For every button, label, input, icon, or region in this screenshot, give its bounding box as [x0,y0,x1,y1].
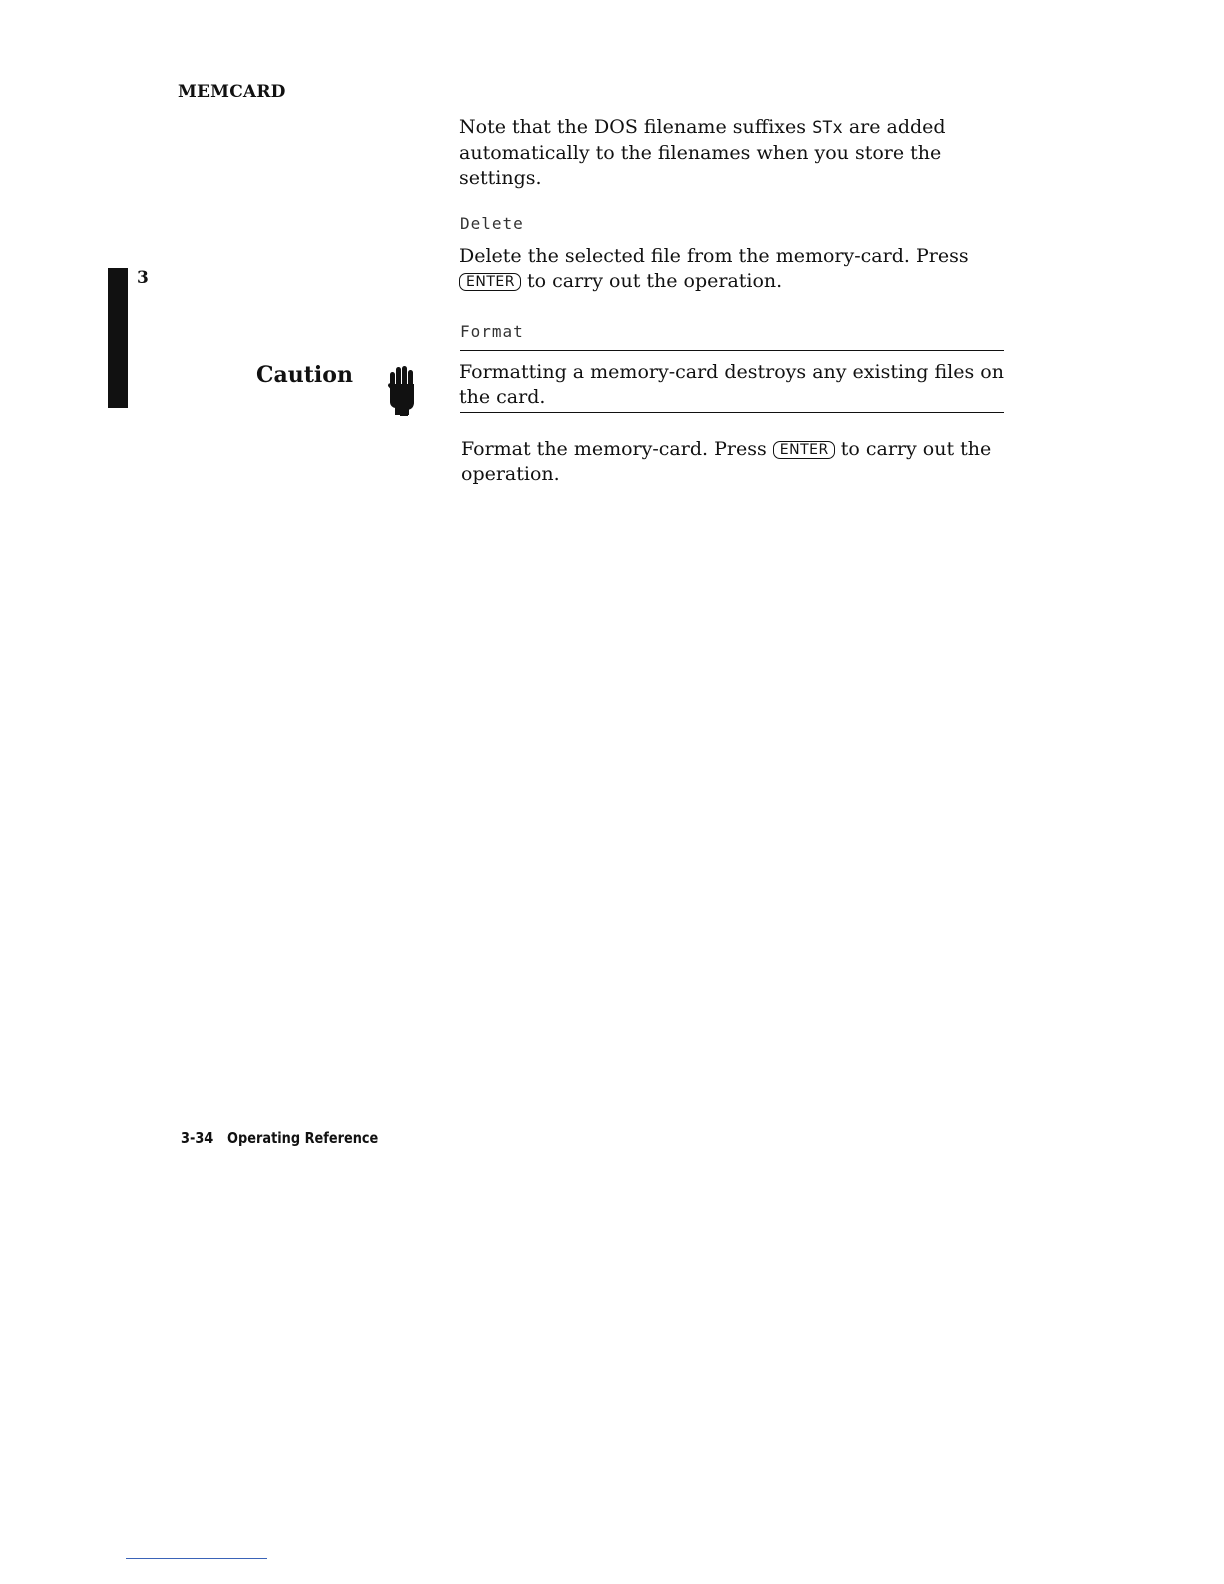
softkey-format: Format [460,322,524,341]
format-text-after: to carry out the operation. [461,438,992,485]
intro-paragraph [459,115,1019,191]
caution-bottom-rule [460,412,1004,413]
stop-hand-icon [386,364,416,416]
softkey-delete: Delete [460,214,524,233]
chapter-number: 3 [137,268,149,288]
delete-paragraph [459,244,1019,294]
enter-key: ENTER [459,273,521,291]
suffix-code: STx [812,118,843,138]
page-footer [181,1129,378,1147]
caution-top-rule [460,350,1004,351]
intro-text-after: are added automatically to the filenames when you store the settings. [459,116,946,189]
delete-text-before: Delete the selected file from the memory-card. Press [459,245,969,267]
chapter-tab-bar [108,268,128,408]
running-head: MEMCARD [178,82,286,102]
format-text-before: Format the memory-card. Press [461,438,773,460]
page-number: 3-34 [181,1129,214,1147]
delete-text-after: to carry out the operation. [520,270,783,292]
format-paragraph [461,437,1021,487]
enter-key: ENTER [773,441,835,459]
footer-section-title: Operating Reference [227,1129,379,1147]
bottom-edge-line [126,1558,267,1559]
caution-label: Caution [256,362,353,388]
intro-text-before: Note that the DOS filename suffixes [459,116,813,138]
caution-text: Formatting a memory-card destroys any existing files on the card. [459,361,1004,408]
